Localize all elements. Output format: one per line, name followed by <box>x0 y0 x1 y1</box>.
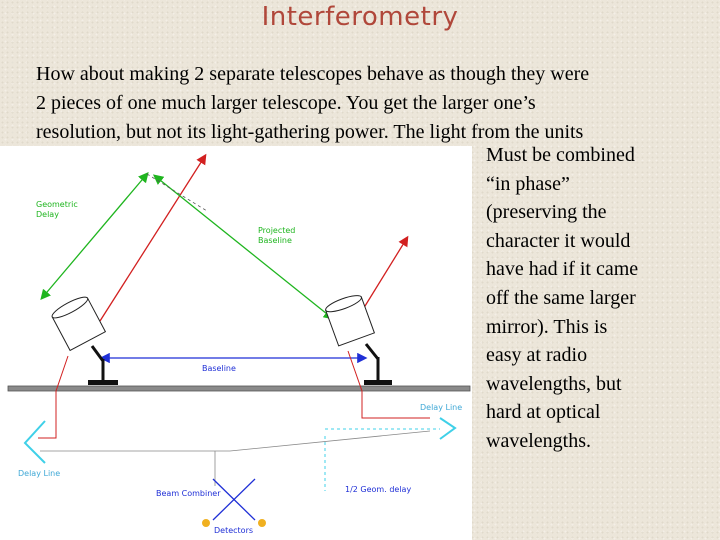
side-line: character it would <box>486 229 631 252</box>
label-detectors: Detectors <box>214 526 254 535</box>
detector-right <box>258 519 266 527</box>
geometric-delay-arrow <box>42 174 147 298</box>
wavefront-dashed <box>147 174 207 211</box>
side-line: “in phase” <box>486 172 570 195</box>
side-line: easy at radio <box>486 344 588 367</box>
detector-left <box>202 519 210 527</box>
beam-to-combiner-right <box>230 431 430 451</box>
projected-baseline-arrow <box>155 176 332 318</box>
label-delay-line-left: Delay Line <box>18 469 61 478</box>
side-line: have had if it came <box>486 258 639 281</box>
side-line: off the same larger <box>486 286 636 309</box>
label-baseline: Baseline <box>202 364 236 373</box>
label-beam-combiner: Beam Combiner <box>156 489 221 498</box>
interferometer-diagram <box>0 146 472 540</box>
intro-line: 2 pieces of one much larger telescope. You get the larger one’s <box>36 92 536 114</box>
starlight-ray-left <box>100 156 205 321</box>
label-delay-line-right: Delay Line <box>420 403 463 412</box>
beam-path-left <box>38 356 68 438</box>
label-projected-baseline: Projected Baseline <box>258 226 296 245</box>
side-line: wavelengths. <box>486 429 591 452</box>
intro-line: resolution, but not its light-gathering power. The light from the units <box>36 121 584 143</box>
intro-line: How about making 2 separate telescopes behave as though they were <box>36 63 590 85</box>
ground <box>8 386 470 391</box>
side-line: wavelengths, but <box>486 372 622 395</box>
side-text <box>486 141 716 456</box>
intro-text <box>36 60 720 147</box>
telescope-left <box>50 294 118 385</box>
side-line: mirror). This is <box>486 315 608 338</box>
delay-line-right-reflector <box>440 418 455 439</box>
beam-combiner-optic <box>213 479 255 520</box>
side-line: hard at optical <box>486 401 601 424</box>
page-title: Interferometry <box>261 2 459 32</box>
telescope-right <box>324 292 392 385</box>
side-line: Must be combined <box>486 144 635 166</box>
label-geometric-delay: Geometric Delay <box>36 200 78 219</box>
delay-line-left-reflector <box>25 421 45 463</box>
side-line: (preserving the <box>486 201 607 224</box>
label-half-geom-delay: 1/2 Geom. delay <box>345 485 412 494</box>
